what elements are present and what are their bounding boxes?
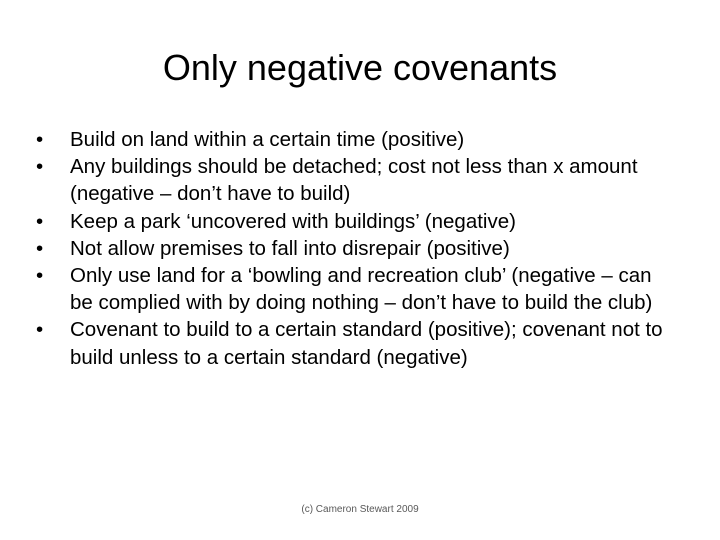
bullet-list: [36, 126, 676, 371]
bullet-text: Any buildings should be detached; cost not less than x amount (negative – don’t have to build): [70, 155, 638, 206]
bullet-item: [36, 208, 676, 235]
bullet-dot-icon: •: [36, 128, 44, 151]
slide-title: Only negative covenants: [162, 47, 558, 88]
bullet-text: Keep a park ‘uncovered with buildings’ (negative): [70, 209, 516, 233]
bullet-text: Covenant to build to a certain standard (positive); covenant not to build unless to a certain standard (negative): [70, 318, 663, 369]
bullet-dot-icon: •: [36, 155, 44, 179]
bullet-text: Build on land within a certain time (positive): [70, 128, 465, 151]
bullet-dot-icon: •: [36, 236, 44, 260]
bullet-item: [36, 262, 676, 316]
bullet-dot-icon: •: [36, 209, 44, 233]
bullet-item: [36, 235, 676, 262]
bullet-item: [36, 153, 676, 207]
footer-copyright: (c) Cameron Stewart 2009: [301, 504, 419, 515]
bullet-dot-icon: •: [36, 318, 44, 342]
bullet-text: Only use land for a ‘bowling and recreation club’ (negative – can be complied with by doing nothing – don’t have to build the club): [70, 264, 653, 315]
bullet-dot-icon: •: [36, 264, 44, 288]
bullet-item: [36, 126, 676, 153]
bullet-text: Not allow premises to fall into disrepair (positive): [70, 236, 510, 260]
bullet-item: [36, 316, 676, 370]
